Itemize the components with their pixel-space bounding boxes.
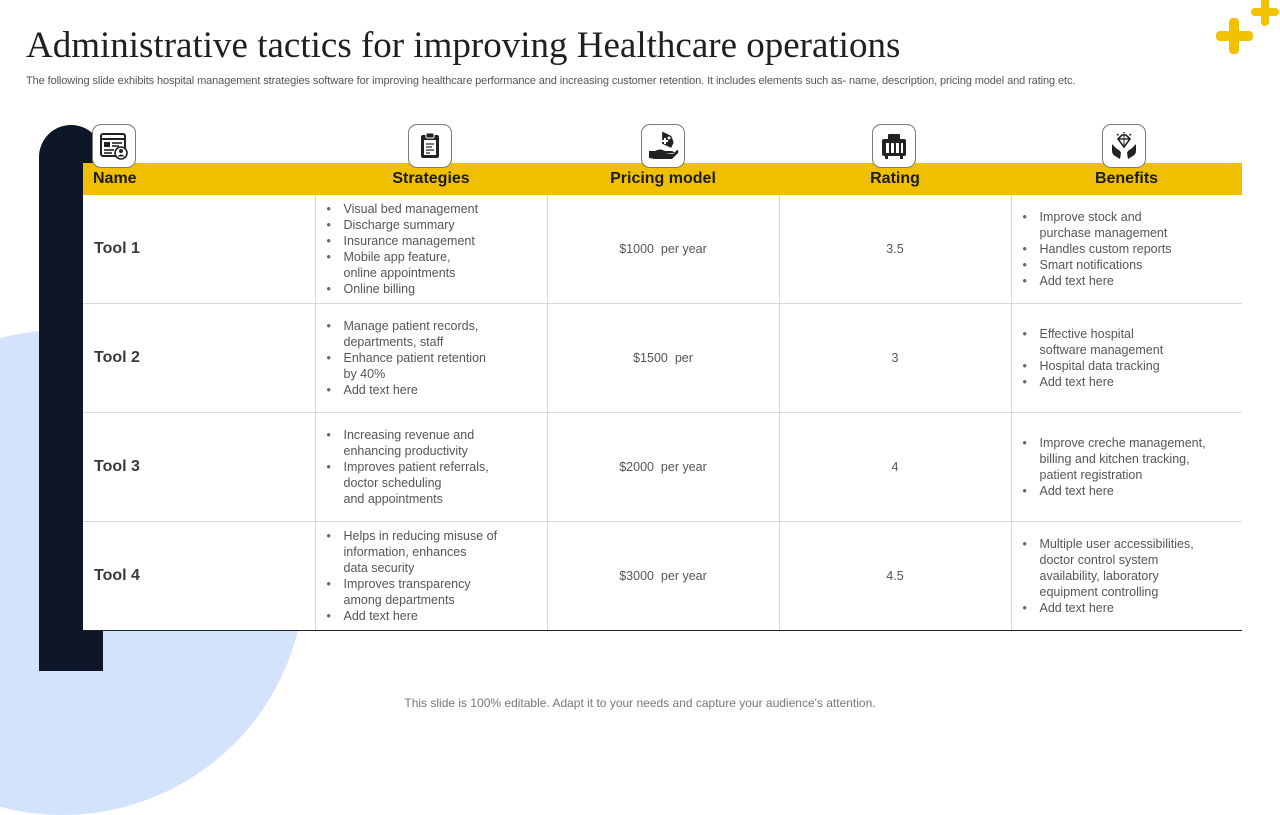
- tool-rating: 4.5: [779, 522, 1011, 631]
- tool-pricing: $3000 per year: [547, 522, 779, 631]
- bullet-list: [1012, 209, 1243, 289]
- tool-strategies: [315, 304, 547, 413]
- bullet-item: • Improve creche management, billing and kitchen tracking, patient registration: [1040, 435, 1243, 483]
- tool-pricing: $2000 per year: [547, 413, 779, 522]
- table-row: [83, 304, 1242, 413]
- clipboard-icon: [408, 124, 452, 168]
- table-row: [83, 413, 1242, 522]
- bullet-item: • Smart notifications: [1040, 257, 1243, 273]
- bullet-item: • Mobile app feature, online appointments: [344, 249, 547, 281]
- tool-name: Tool 4: [83, 522, 315, 631]
- tool-benefits: [1011, 304, 1242, 413]
- tool-benefits: [1011, 522, 1242, 631]
- price-tag-hand-icon: [641, 124, 685, 168]
- bullet-list: [316, 528, 547, 624]
- bullet-item: • Improves transparency among departments: [344, 576, 547, 608]
- bullet-item: • Add text here: [1040, 374, 1243, 390]
- bullet-list: [316, 201, 547, 297]
- header-pricing-model: Pricing model: [547, 163, 779, 195]
- tool-name: Tool 3: [83, 413, 315, 522]
- bullet-item: • Increasing revenue and enhancing productivity: [344, 427, 547, 459]
- diamond-hands-icon: [1102, 124, 1146, 168]
- header-benefits: Benefits: [1011, 163, 1242, 195]
- bullet-item: • Enhance patient retention by 40%: [344, 350, 547, 382]
- slide-subtitle: The following slide exhibits hospital management strategies software for improving healthcare performance and increasing customer retention. It includes elements such as- name, description, pricing model and rating etc.: [26, 75, 1076, 87]
- tool-name: Tool 1: [83, 195, 315, 304]
- tool-rating: 3: [779, 304, 1011, 413]
- bullet-item: • Handles custom reports: [1040, 241, 1243, 257]
- tool-name: Tool 2: [83, 304, 315, 413]
- bullet-item: • Add text here: [1040, 600, 1243, 616]
- tool-pricing: $1500 per: [547, 304, 779, 413]
- header-strategies: Strategies: [315, 163, 547, 195]
- bullet-list: [1012, 326, 1243, 390]
- footer-note: This slide is 100% editable. Adapt it to your needs and capture your audience's attention.: [404, 696, 876, 710]
- tool-rating: 3.5: [779, 195, 1011, 304]
- tool-benefits: [1011, 195, 1242, 304]
- bullet-list: [1012, 536, 1243, 616]
- tool-strategies: [315, 522, 547, 631]
- web-profile-icon: [92, 124, 136, 168]
- tool-strategies: [315, 195, 547, 304]
- bullet-item: • Discharge summary: [344, 217, 547, 233]
- table-row: [83, 195, 1242, 304]
- bullet-item: • Add text here: [344, 382, 547, 398]
- bullet-item: • Effective hospital software management: [1040, 326, 1243, 358]
- slide-title: Administrative tactics for improving Healthcare operations: [26, 25, 901, 66]
- bullet-item: • Insurance management: [344, 233, 547, 249]
- bullet-item: • Multiple user accessibilities, doctor control system availability, laboratory equipment controlling: [1040, 536, 1243, 600]
- tools-table: [83, 163, 1242, 631]
- tool-pricing: $1000 per year: [547, 195, 779, 304]
- bullet-item: • Visual bed management: [344, 201, 547, 217]
- tool-benefits: [1011, 413, 1242, 522]
- bullet-list: [1012, 435, 1243, 499]
- bullet-item: • Helps in reducing misuse of information, enhances data security: [344, 528, 547, 576]
- bullet-item: • Manage patient records, departments, staff: [344, 318, 547, 350]
- bullet-item: • Add text here: [1040, 483, 1243, 499]
- bullet-item: • Add text here: [1040, 273, 1243, 289]
- bullet-item: • Hospital data tracking: [1040, 358, 1243, 374]
- bullet-list: [316, 427, 547, 507]
- table-row: [83, 522, 1242, 631]
- bullet-list: [316, 318, 547, 398]
- bullet-item: • Improves patient referrals, doctor scheduling and appointments: [344, 459, 547, 507]
- tool-rating: 4: [779, 413, 1011, 522]
- bullet-item: • Add text here: [344, 608, 547, 624]
- tool-strategies: [315, 413, 547, 522]
- bullet-item: • Online billing: [344, 281, 547, 297]
- header-rating: Rating: [779, 163, 1011, 195]
- bullet-item: • Improve stock and purchase management: [1040, 209, 1243, 241]
- rating-board-icon: [872, 124, 916, 168]
- header-name: Name: [83, 163, 315, 195]
